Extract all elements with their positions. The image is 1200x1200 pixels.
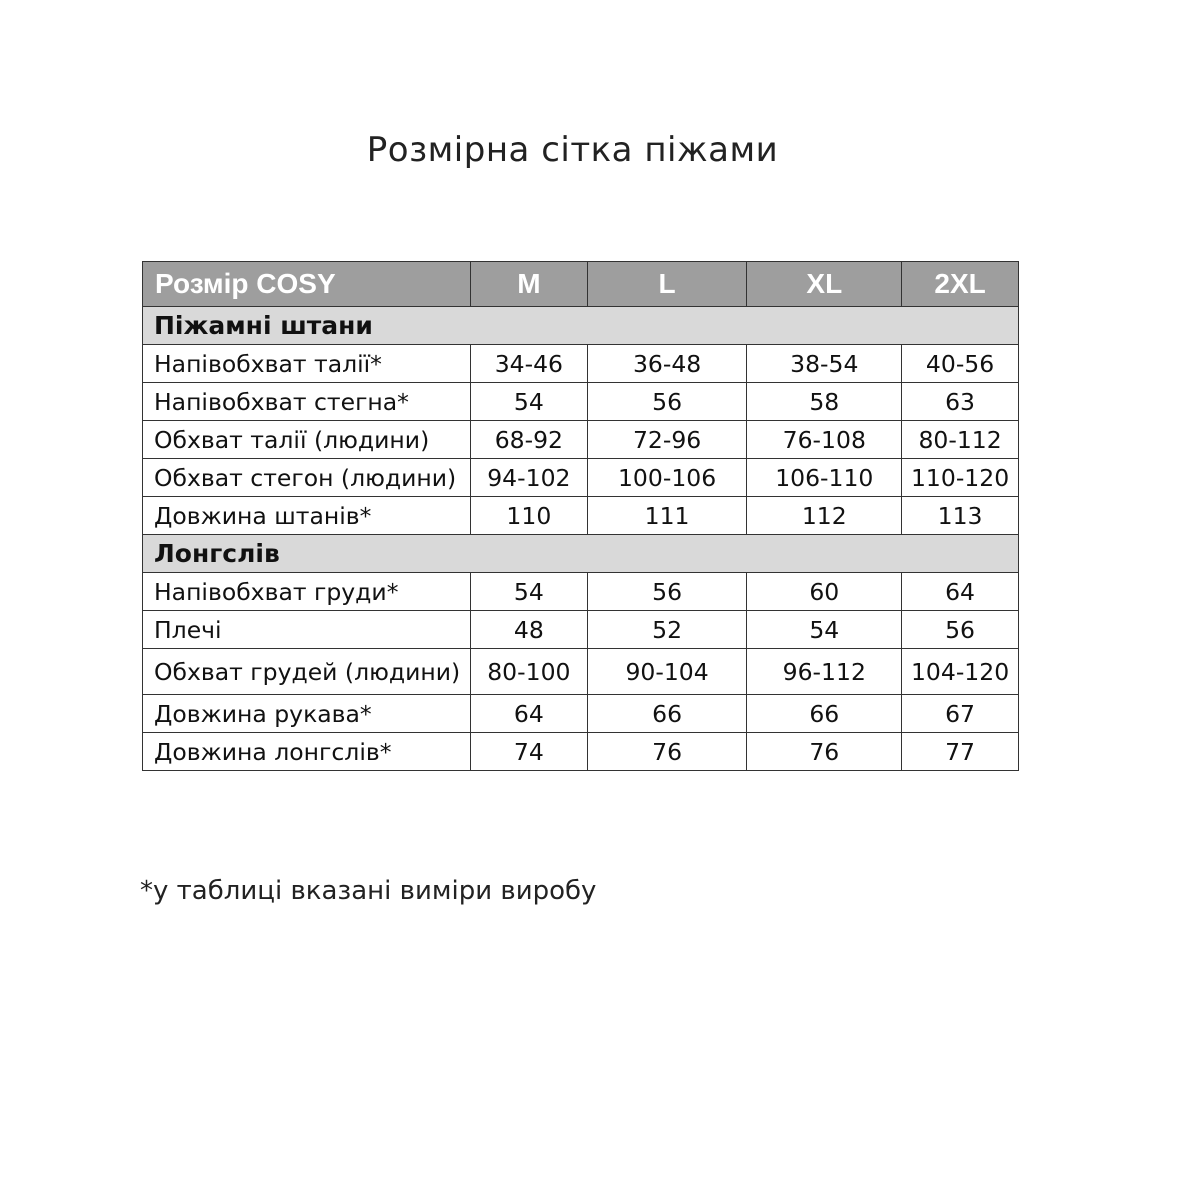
- row-label: Довжина лонгслів*: [143, 733, 471, 771]
- table-cell: 34-46: [470, 345, 587, 383]
- table-cell: 54: [747, 611, 902, 649]
- table-cell: 106-110: [747, 459, 902, 497]
- row-label: Напівобхват груди*: [143, 573, 471, 611]
- table-row: [143, 733, 1019, 771]
- table-cell: 56: [902, 611, 1019, 649]
- table-cell: 72-96: [587, 421, 747, 459]
- section-row-pants: [143, 307, 1019, 345]
- table-cell: 54: [470, 383, 587, 421]
- table-row: [143, 649, 1019, 695]
- table-cell: 76: [587, 733, 747, 771]
- table-cell: 36-48: [587, 345, 747, 383]
- table-cell: 111: [587, 497, 747, 535]
- table-row: [143, 695, 1019, 733]
- table-row: [143, 611, 1019, 649]
- table-row: [143, 421, 1019, 459]
- row-label: Обхват стегон (людини): [143, 459, 471, 497]
- table-cell: 74: [470, 733, 587, 771]
- header-row: [143, 262, 1019, 307]
- table-cell: 58: [747, 383, 902, 421]
- table-cell: 80-112: [902, 421, 1019, 459]
- table-cell: 94-102: [470, 459, 587, 497]
- table-cell: 96-112: [747, 649, 902, 695]
- table-cell: 54: [470, 573, 587, 611]
- table-cell: 67: [902, 695, 1019, 733]
- table-cell: 76: [747, 733, 902, 771]
- section-row-longsleeve: [143, 535, 1019, 573]
- header-cell-xl: XL: [747, 262, 902, 307]
- table-cell: 52: [587, 611, 747, 649]
- table-cell: 56: [587, 573, 747, 611]
- table-cell: 64: [902, 573, 1019, 611]
- size-table: [142, 261, 1019, 771]
- section-title: Лонгслів: [143, 535, 1019, 573]
- section-title: Піжамні штани: [143, 307, 1019, 345]
- header-cell-2xl: 2XL: [902, 262, 1019, 307]
- table-row: [143, 459, 1019, 497]
- table-cell: 113: [902, 497, 1019, 535]
- row-label: Обхват талії (людини): [143, 421, 471, 459]
- table-cell: 110: [470, 497, 587, 535]
- table-cell: 60: [747, 573, 902, 611]
- row-label: Довжина рукава*: [143, 695, 471, 733]
- table-cell: 104-120: [902, 649, 1019, 695]
- table-cell: 66: [587, 695, 747, 733]
- header-cell-m: M: [470, 262, 587, 307]
- row-label: Напівобхват талії*: [143, 345, 471, 383]
- table-cell: 112: [747, 497, 902, 535]
- row-label: Обхват грудей (людини): [143, 649, 471, 695]
- row-label: Плечі: [143, 611, 471, 649]
- table-cell: 63: [902, 383, 1019, 421]
- header-cell-l: L: [587, 262, 747, 307]
- table-cell: 110-120: [902, 459, 1019, 497]
- table-row: [143, 345, 1019, 383]
- row-label: Напівобхват стегна*: [143, 383, 471, 421]
- footnote: *у таблиці вказані виміри виробу: [140, 876, 597, 906]
- table-cell: 77: [902, 733, 1019, 771]
- table-cell: 38-54: [747, 345, 902, 383]
- table-cell: 64: [470, 695, 587, 733]
- table-cell: 66: [747, 695, 902, 733]
- table-cell: 76-108: [747, 421, 902, 459]
- table-cell: 40-56: [902, 345, 1019, 383]
- table-cell: 80-100: [470, 649, 587, 695]
- table-cell: 90-104: [587, 649, 747, 695]
- row-label: Довжина штанів*: [143, 497, 471, 535]
- table-row: [143, 497, 1019, 535]
- page-title: Розмірна сітка піжами: [366, 130, 779, 170]
- table-cell: 68-92: [470, 421, 587, 459]
- table-cell: 56: [587, 383, 747, 421]
- table-cell: 48: [470, 611, 587, 649]
- table-cell: 100-106: [587, 459, 747, 497]
- table-row: [143, 383, 1019, 421]
- table-row: [143, 573, 1019, 611]
- header-cell-size: Розмір COSY: [143, 262, 471, 307]
